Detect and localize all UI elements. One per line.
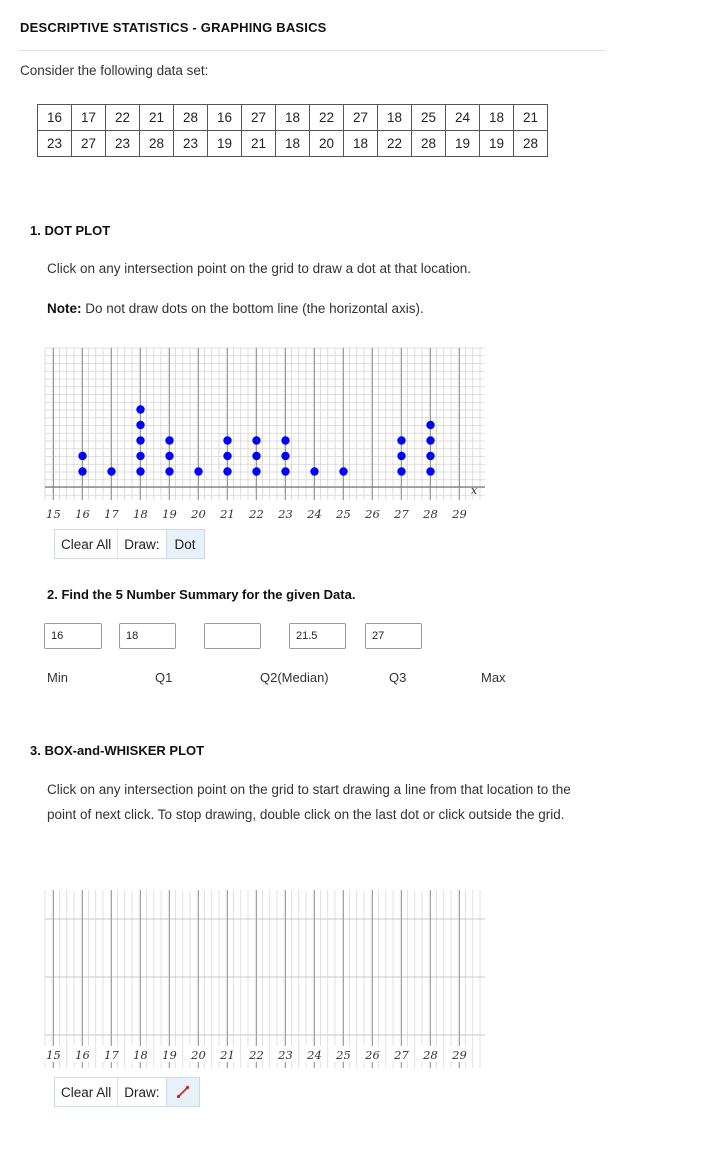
max-label: Max [481, 670, 506, 685]
data-dot[interactable] [136, 467, 144, 475]
table-row [38, 131, 548, 157]
data-dot[interactable] [397, 436, 405, 444]
data-dot[interactable] [252, 467, 260, 475]
line-draw-icon [176, 1085, 190, 1099]
section1-heading: 1. DOT PLOT [30, 223, 111, 238]
x-tick-label: 22 [249, 1048, 264, 1062]
axis-variable-label: x [471, 484, 478, 497]
section1-instruction: Click on any intersection point on the grid to draw a dot at that location. [47, 261, 471, 276]
data-dot[interactable] [136, 405, 144, 413]
table-cell: 27 [344, 105, 378, 131]
table-cell: 27 [72, 131, 106, 157]
x-tick-label: 18 [133, 507, 148, 521]
x-tick-label: 21 [220, 507, 235, 521]
table-cell: 25 [412, 105, 446, 131]
data-dot[interactable] [78, 467, 86, 475]
x-tick-label: 25 [336, 507, 351, 521]
x-tick-label: 16 [75, 507, 90, 521]
table-cell: 22 [378, 131, 412, 157]
q1-label: Q1 [155, 670, 173, 685]
table-cell: 16 [38, 105, 72, 131]
data-dot[interactable] [136, 421, 144, 429]
table-cell: 18 [276, 131, 310, 157]
x-tick-label: 28 [423, 1048, 438, 1062]
x-tick-label: 24 [307, 507, 322, 521]
x-tick-label: 23 [278, 1048, 293, 1062]
table-cell: 22 [310, 105, 344, 131]
table-cell: 19 [480, 131, 514, 157]
max-input[interactable] [365, 623, 422, 649]
min-input[interactable] [44, 623, 102, 649]
table-cell: 28 [514, 131, 548, 157]
line-tool-button[interactable] [166, 1078, 199, 1106]
table-cell: 28 [174, 105, 208, 131]
x-tick-label: 23 [278, 507, 293, 521]
x-tick-label: 17 [104, 507, 119, 521]
table-cell: 18 [480, 105, 514, 131]
x-tick-label: 26 [365, 507, 380, 521]
data-dot[interactable] [223, 452, 231, 460]
data-dot[interactable] [223, 467, 231, 475]
q1-input[interactable] [119, 623, 176, 649]
clear-all-button[interactable]: Clear All [55, 530, 118, 558]
data-dot[interactable] [78, 452, 86, 460]
table-cell: 17 [72, 105, 106, 131]
clear-all-button-2[interactable]: Clear All [55, 1078, 118, 1106]
x-tick-label: 17 [104, 1048, 119, 1062]
x-tick-label: 27 [394, 507, 409, 521]
table-cell: 18 [344, 131, 378, 157]
x-tick-label: 27 [394, 1048, 409, 1062]
x-tick-label: 18 [133, 1048, 148, 1062]
table-row [38, 105, 548, 131]
table-cell: 21 [242, 131, 276, 157]
data-dot[interactable] [136, 436, 144, 444]
data-dot[interactable] [165, 467, 173, 475]
data-dot[interactable] [426, 421, 434, 429]
table-cell: 20 [310, 131, 344, 157]
q2-label: Q2(Median) [260, 670, 329, 685]
x-tick-label: 15 [46, 507, 61, 521]
data-dot[interactable] [136, 452, 144, 460]
draw-label: Draw: [124, 536, 160, 552]
q3-label: Q3 [389, 670, 407, 685]
x-tick-label: 21 [220, 1048, 235, 1062]
table-cell: 21 [140, 105, 174, 131]
data-dot[interactable] [165, 436, 173, 444]
data-dot[interactable] [397, 467, 405, 475]
x-tick-label: 19 [162, 507, 177, 521]
min-label: Min [47, 670, 68, 685]
x-tick-label: 20 [191, 507, 206, 521]
divider [18, 50, 606, 51]
table-cell: 27 [242, 105, 276, 131]
table-cell: 18 [378, 105, 412, 131]
x-tick-label: 25 [336, 1048, 351, 1062]
x-tick-label: 24 [307, 1048, 322, 1062]
table-cell: 19 [446, 131, 480, 157]
data-dot[interactable] [252, 436, 260, 444]
data-dot[interactable] [426, 436, 434, 444]
section3-instruction-1: Click on any intersection point on the grid to start drawing a line from that location to the [47, 782, 571, 797]
table-cell: 19 [208, 131, 242, 157]
table-cell: 16 [208, 105, 242, 131]
data-dot[interactable] [194, 467, 202, 475]
data-dot[interactable] [426, 452, 434, 460]
dot-tool-button[interactable]: Dot [166, 530, 204, 558]
section3-heading: 3. BOX-and-WHISKER PLOT [30, 743, 205, 758]
table-cell: 28 [140, 131, 174, 157]
x-tick-label: 15 [46, 1048, 61, 1062]
data-dot[interactable] [281, 467, 289, 475]
data-dot[interactable] [281, 436, 289, 444]
data-dot[interactable] [281, 452, 289, 460]
draw-label-2: Draw: [124, 1084, 160, 1100]
x-tick-label: 19 [162, 1048, 177, 1062]
x-tick-label: 20 [191, 1048, 206, 1062]
table-cell: 22 [106, 105, 140, 131]
note-text: Do not draw dots on the bottom line (the horizontal axis). [85, 301, 424, 316]
x-tick-label: 26 [365, 1048, 380, 1062]
q2-input[interactable] [204, 623, 261, 649]
table-cell: 21 [514, 105, 548, 131]
table-cell: 23 [174, 131, 208, 157]
dot-plot-toolbar [54, 529, 205, 559]
x-tick-label: 28 [423, 507, 438, 521]
box-plot-toolbar [54, 1077, 200, 1107]
note-label: Note: [47, 301, 82, 316]
table-cell: 28 [412, 131, 446, 157]
section2-heading: 2. Find the 5 Number Summary for the given Data. [47, 587, 356, 602]
data-dot[interactable] [426, 467, 434, 475]
table-cell: 23 [106, 131, 140, 157]
x-tick-label: 29 [452, 507, 467, 521]
q3-input[interactable] [289, 623, 346, 649]
data-dot[interactable] [397, 452, 405, 460]
x-tick-label: 22 [249, 507, 264, 521]
data-dot[interactable] [223, 436, 231, 444]
table-cell: 24 [446, 105, 480, 131]
data-dot[interactable] [339, 467, 347, 475]
dot-plot-grid[interactable] [40, 342, 490, 528]
data-dot[interactable] [310, 467, 318, 475]
data-dot[interactable] [107, 467, 115, 475]
box-plot-grid[interactable] [40, 886, 490, 1072]
data-table [37, 104, 548, 157]
x-tick-label: 29 [452, 1048, 467, 1062]
page-title: DESCRIPTIVE STATISTICS - GRAPHING BASICS [20, 20, 327, 35]
section1-note [47, 301, 424, 316]
table-cell: 18 [276, 105, 310, 131]
intro-text: Consider the following data set: [20, 63, 209, 78]
data-dot[interactable] [252, 452, 260, 460]
x-tick-label: 16 [75, 1048, 90, 1062]
table-cell: 23 [38, 131, 72, 157]
section3-instruction-2: point of next click. To stop drawing, double click on the last dot or click outside the grid. [47, 807, 565, 822]
data-dot[interactable] [165, 452, 173, 460]
